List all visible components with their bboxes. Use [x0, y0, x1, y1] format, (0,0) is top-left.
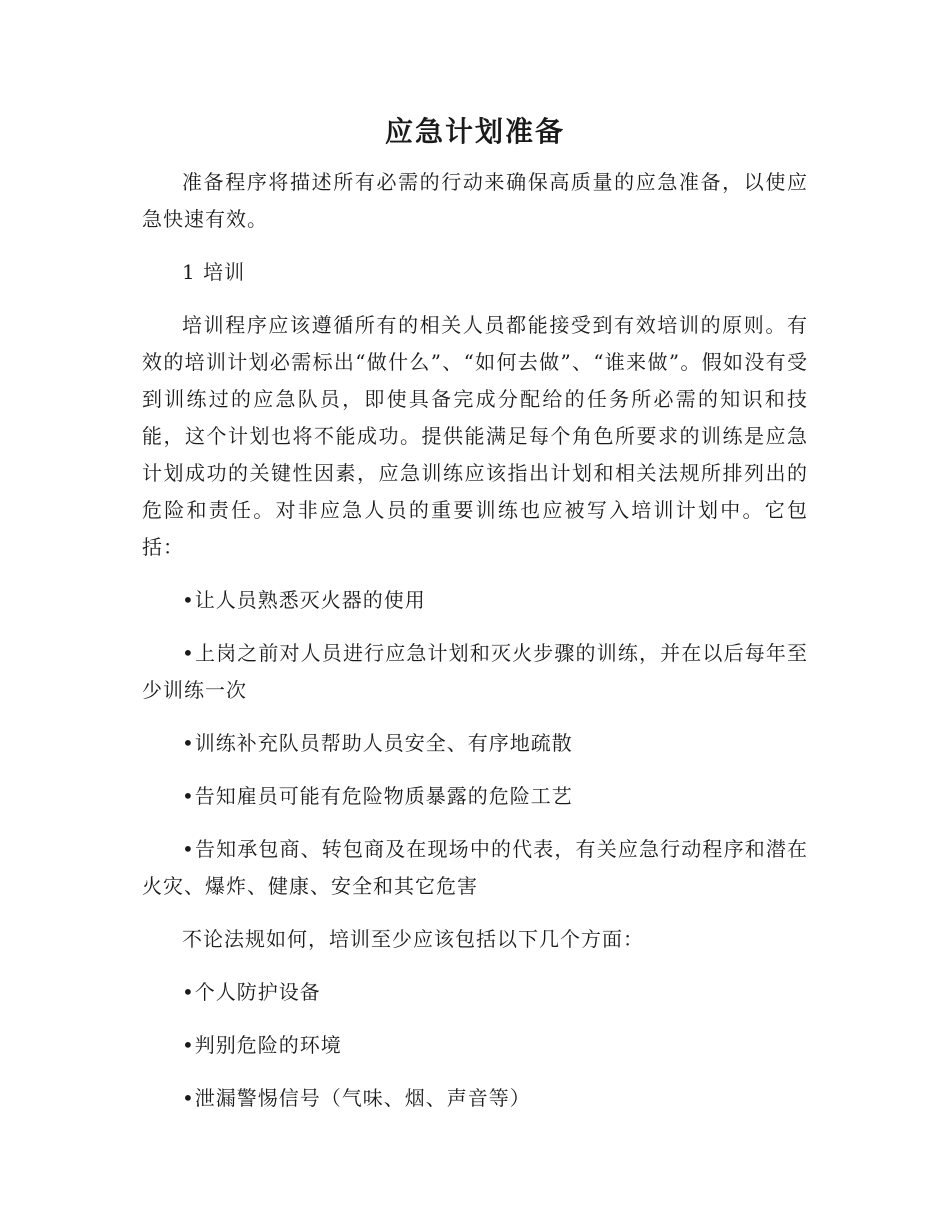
bullet-item: •个人防护设备 [182, 980, 321, 1004]
bullet-item: •告知雇员可能有危险物质暴露的危险工艺 [182, 784, 573, 808]
bullet-item: •上岗之前对人员进行应急计划和灭火步骤的训练，并在以后每年至少训练一次 [142, 641, 808, 702]
requirements-paragraph: 不论法规如何，培训至少应该包括以下几个方面： [182, 927, 644, 951]
bullet-item: •告知承包商、转包商及在现场中的代表，有关应急行动程序和潜在火灾、爆炸、健康、安全和其它危害 [142, 837, 808, 898]
bullet-item: •让人员熟悉灭火器的使用 [182, 588, 426, 612]
bullet-item: •判别危险的环境 [182, 1033, 342, 1057]
intro-paragraph: 准备程序将描述所有必需的行动来确保高质量的应急准备，以使应急快速有效。 [142, 170, 808, 231]
bullet-item: •训练补充队员帮助人员安全、有序地疏散 [182, 731, 573, 755]
section-heading-training: 1 培训 [182, 260, 246, 284]
document-body [142, 164, 808, 1133]
document-title: 应急计划准备 [384, 115, 565, 148]
training-paragraph: 培训程序应该遵循所有的相关人员都能接受到有效培训的原则。有效的培训计划必需标出“做什么”、“如何去做”、“谁来做”。假如没有受到训练过的应急队员，即使具备完成分配给的任务所必需的知识和技能，这个计划也将不能成功。提供能满足每个角色所要求的训练是应急计划成功的关键性因素，应急训练应该指出计划和相关法规所排列出的危险和责任。对非应急人员的重要训练也应被写入培训计划中。它包括： [142, 313, 808, 559]
bullet-item: •泄漏警惕信号（气味、烟、声音等） [182, 1086, 531, 1110]
